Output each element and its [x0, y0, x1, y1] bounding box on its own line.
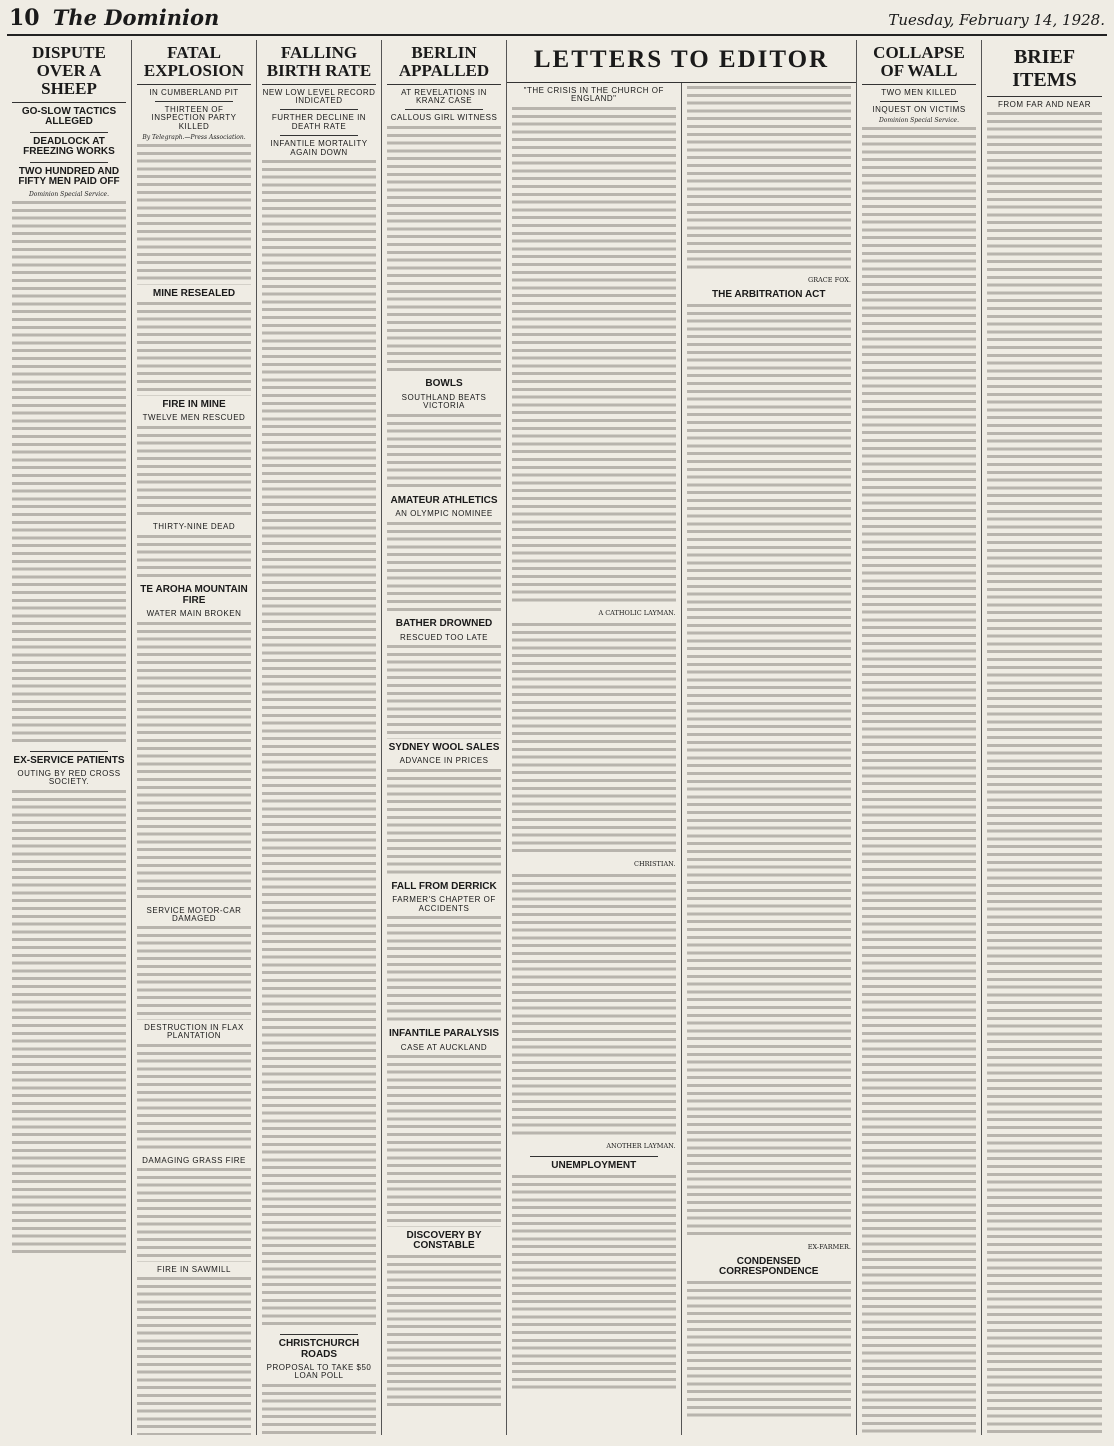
headline-thirty-nine-dead: THIRTY-NINE DEAD	[152, 522, 236, 532]
deck-olympic: AN OLYMPIC NOMINEE	[395, 509, 493, 519]
headline-bather: BATHER DROWNED	[395, 618, 493, 630]
article-body	[12, 790, 126, 1258]
byline: By Telegraph.—Press Association.	[142, 134, 246, 142]
deck-callous-girl: CALLOUS GIRL WITNESS	[390, 113, 498, 123]
article-body	[137, 1168, 251, 1262]
deck-deadlock: DEADLOCK AT FREEZING WORKS	[23, 135, 115, 158]
column-birth-rate	[257, 40, 382, 1435]
column-brief-items	[982, 40, 1107, 1435]
divider	[280, 109, 358, 110]
issue-date: Tuesday, February 14, 1928.	[888, 11, 1105, 29]
headline-bowls: BOWLS	[425, 378, 463, 390]
article-body	[987, 112, 1102, 1435]
article-body	[387, 126, 501, 376]
article-body	[137, 926, 251, 1020]
divider	[30, 751, 108, 752]
byline: Dominion Special Service.	[878, 117, 960, 125]
letter-signature: GRACE FOX.	[808, 276, 851, 285]
headline-explosion: FATAL EXPLOSION	[137, 44, 251, 85]
headline-arbitration: THE ARBITRATION ACT	[711, 289, 826, 301]
headline-derrick: FALL FROM DERRICK	[391, 880, 497, 892]
letter-body	[512, 107, 676, 606]
deck-water-main: WATER MAIN BROKEN	[146, 609, 242, 619]
headline-sawmill: FIRE IN SAWMILL	[157, 1264, 231, 1274]
column-collapse-wall	[857, 40, 982, 1435]
article-body	[137, 535, 251, 582]
letters-column-left	[507, 83, 682, 1435]
letters-column-right	[682, 83, 857, 1435]
article-body	[137, 302, 251, 396]
letter-signature: ANOTHER LAYMAN.	[606, 1142, 676, 1151]
headline-ex-service: EX-SERVICE PATIENTS	[13, 754, 125, 766]
headline-collapse: COLLAPSE OF WALL	[862, 44, 976, 85]
headline-mine-resealed: MINE RESEALED	[152, 287, 236, 299]
columns	[7, 40, 1107, 1435]
masthead	[7, 5, 1107, 36]
newspaper-page	[7, 5, 1107, 1436]
headline-birth-rate: FALLING BIRTH RATE	[262, 44, 376, 85]
headline-grass-fire: DAMAGING GRASS FIRE	[142, 1155, 246, 1165]
headline-motor-car: SERVICE MOTOR-CAR DAMAGED	[146, 905, 242, 923]
headline-fire-in-mine: FIRE IN MINE	[162, 398, 226, 410]
deck-low-level: NEW LOW LEVEL RECORD INDICATED	[262, 87, 376, 106]
letter-signature: EX-FARMER.	[807, 1242, 851, 1251]
deck-farmer: FARMER'S CHAPTER OF ACCIDENTS	[392, 895, 496, 913]
letter-body	[687, 304, 852, 1240]
article-body	[387, 1255, 501, 1411]
paper-name: The Dominion	[52, 5, 220, 30]
divider	[30, 132, 108, 133]
deck-far-and-near: FROM FAR AND NEAR	[998, 100, 1091, 109]
letter-body	[512, 623, 676, 857]
deck-kranz: AT REVELATIONS IN KRANZ CASE	[401, 87, 487, 106]
article-body	[262, 1384, 376, 1435]
deck-men-paid-off: TWO HUNDRED AND FIFTY MEN PAID OFF	[18, 165, 120, 188]
deck-go-slow: GO-SLOW TACTICS ALLEGED	[21, 105, 117, 128]
deck-advance: ADVANCE IN PRICES	[399, 756, 489, 766]
letter-body	[512, 1175, 676, 1393]
article-body	[12, 201, 126, 747]
column-fatal-explosion	[132, 40, 257, 1435]
divider	[530, 1156, 658, 1157]
article-body	[862, 127, 976, 1435]
deck-loan-poll: PROPOSAL TO TAKE $50 LOAN POLL	[266, 1363, 372, 1381]
article-body	[387, 1055, 501, 1227]
letter-signature: A CATHOLIC LAYMAN.	[598, 608, 676, 617]
headline-athletics: AMATEUR ATHLETICS	[390, 494, 498, 506]
deck-twelve-rescued: TWELVE MEN RESCUED	[142, 413, 246, 423]
headline-dispute: DISPUTE OVER A SHEEP	[12, 44, 126, 103]
deck-inquest: INQUEST ON VICTIMS	[872, 105, 966, 115]
article-body	[387, 522, 501, 616]
deck-infantile: INFANTILE MORTALITY AGAIN DOWN	[270, 139, 368, 157]
deck-two-men: TWO MEN KILLED	[881, 87, 957, 97]
deck-cumberland: IN CUMBERLAND PIT	[149, 87, 239, 97]
headline-wool-sales: SYDNEY WOOL SALES	[388, 741, 500, 753]
headline-berlin: BERLIN APPALLED	[387, 44, 501, 85]
deck-southland: SOUTHLAND BEATS VICTORIA	[401, 392, 487, 411]
headline-christchurch-roads: CHRISTCHURCH ROADS	[278, 1338, 360, 1360]
article-body	[137, 1044, 251, 1153]
divider	[280, 135, 358, 136]
divider	[155, 101, 233, 102]
article-body	[137, 426, 251, 520]
divider	[880, 101, 958, 102]
article-body	[387, 916, 501, 1025]
deck-rescued: RESCUED TOO LATE	[399, 632, 489, 642]
headline-unemployment: UNEMPLOYMENT	[551, 1160, 637, 1172]
article-body	[137, 622, 251, 903]
letters-header: LETTERS TO EDITOR	[507, 40, 856, 83]
headline-condensed: CONDENSED CORRESPONDENCE	[719, 1255, 819, 1278]
column-dispute-sheep	[7, 40, 132, 1435]
headline-te-aroha: TE AROHA MOUNTAIN FIRE	[140, 584, 248, 606]
article-body	[137, 144, 251, 284]
letter-body	[687, 1281, 852, 1421]
headline-constable: DISCOVERY BY CONSTABLE	[406, 1229, 482, 1252]
deck-auckland: CASE AT AUCKLAND	[400, 1042, 488, 1052]
article-body	[387, 414, 501, 492]
byline: Dominion Special Service.	[28, 190, 110, 198]
deck-red-cross: OUTING BY RED CROSS SOCIETY.	[17, 769, 121, 787]
article-body	[137, 1277, 251, 1435]
page-number: 10	[9, 5, 40, 31]
article-body	[387, 769, 501, 878]
article-body	[387, 645, 501, 739]
letters-section	[507, 40, 857, 1435]
divider	[280, 1334, 358, 1335]
divider	[30, 162, 108, 163]
column-berlin	[382, 40, 507, 1435]
deck-death-rate: FURTHER DECLINE IN DEATH RATE	[271, 113, 367, 131]
divider	[405, 109, 483, 110]
headline-brief-items: BRIEF ITEMS	[987, 46, 1102, 97]
article-body	[262, 160, 376, 1330]
letter-body	[512, 874, 676, 1139]
deck-inspection-party: THIRTEEN OF INSPECTION PARTY KILLED	[151, 105, 237, 131]
headline-paralysis: INFANTILE PARALYSIS	[388, 1028, 499, 1040]
headline-flax: DESTRUCTION IN FLAX PLANTATION	[144, 1022, 244, 1041]
letter-signature: CHRISTIAN.	[634, 859, 676, 868]
letter-crisis-title: "THE CRISIS IN THE CHURCH OF ENGLAND"	[523, 86, 664, 104]
letters-body	[507, 83, 856, 1435]
letter-body	[687, 86, 852, 273]
